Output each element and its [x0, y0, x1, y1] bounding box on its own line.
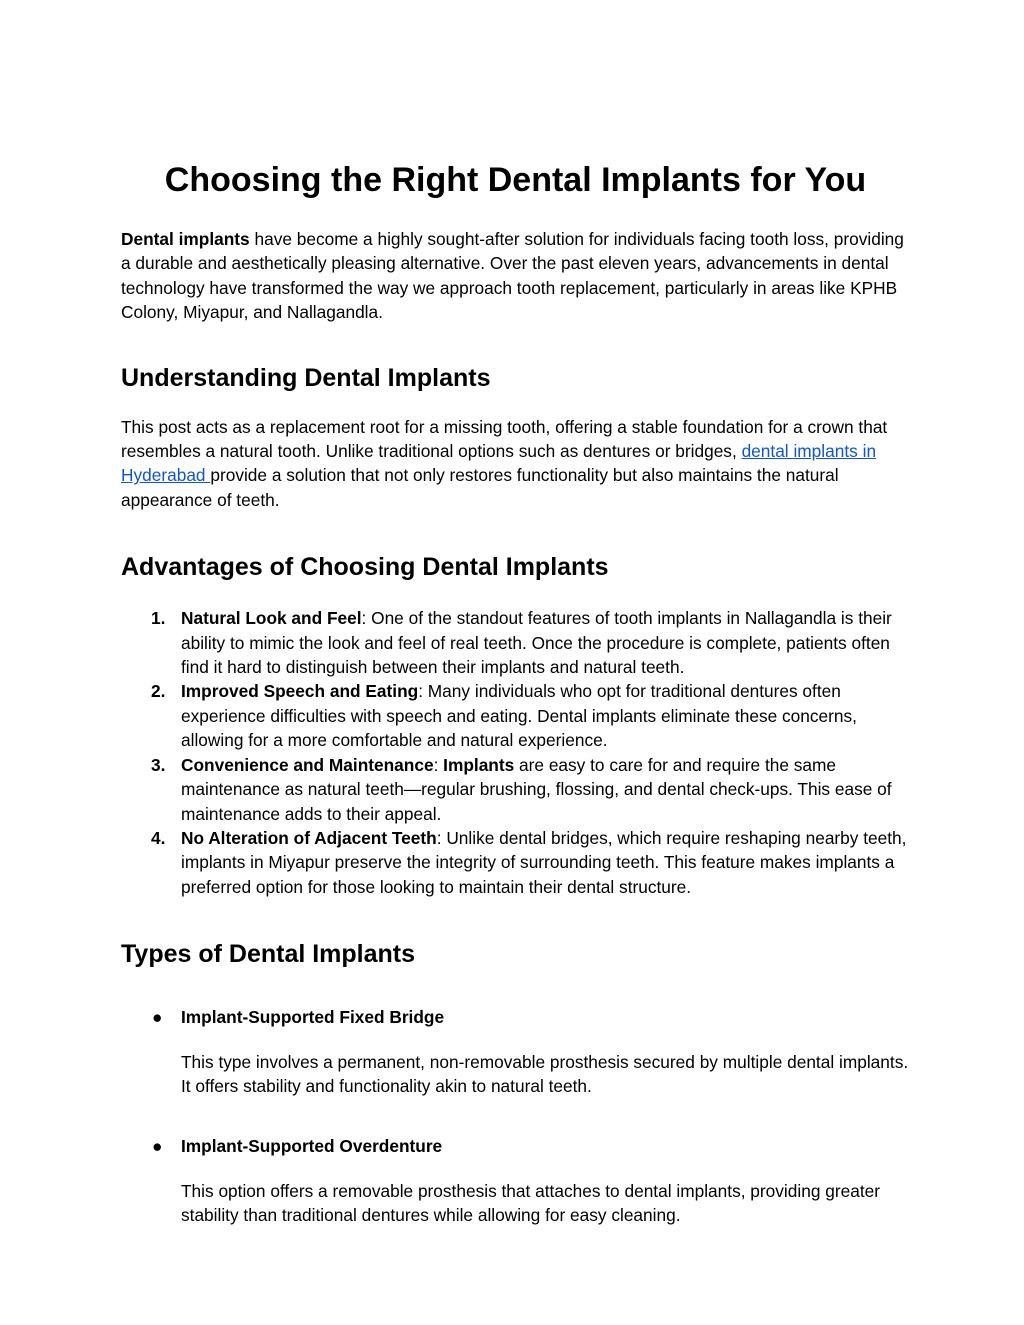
understanding-text-before: This post acts as a replacement root for a missing tooth, offering a stable foundation for a crown that resembles a natural tooth. Unlike traditional options such as dentures or bridges,	[121, 416, 888, 462]
bullet-item-title: Implant-Supported Overdenture	[181, 1136, 443, 1157]
list-item-separator: :	[433, 754, 444, 775]
heading-advantages: Advantages of Choosing Dental Implants	[121, 553, 609, 582]
list-item-number: 2.	[151, 681, 166, 702]
list-item-label: No Alteration of Adjacent Teeth	[181, 827, 437, 848]
bullet-dot-icon: ●	[152, 1007, 163, 1028]
understanding-text-after: provide a solution that not only restores functionality but also maintains the natural appearance of teeth.	[121, 465, 839, 510]
list-item-label: Convenience and Maintenance	[181, 754, 434, 775]
list-item	[121, 753, 912, 826]
intro-paragraph	[121, 227, 912, 325]
bullet-item-title: Implant-Supported Fixed Bridge	[181, 1007, 445, 1028]
list-item-label: Improved Speech and Eating	[181, 681, 419, 702]
bullet-item-description: This option offers a removable prosthesis that attaches to dental implants, providing greater stability than traditional dentures while allowing for easy cleaning.	[181, 1180, 880, 1226]
list-item	[121, 606, 912, 679]
bullet-item-heading	[121, 1134, 912, 1158]
list-item-label-secondary: Implants	[443, 754, 515, 775]
bullet-item-heading	[121, 1005, 912, 1029]
heading-types: Types of Dental Implants	[121, 940, 416, 969]
list-item	[121, 826, 912, 899]
bullet-dot-icon: ●	[152, 1136, 163, 1157]
list-item-number: 4.	[151, 827, 166, 848]
list-item-number: 3.	[151, 754, 166, 775]
intro-bold-term: Dental implants	[121, 229, 250, 249]
list-item-number: 1.	[151, 608, 166, 629]
dental-implants-hyderabad-link[interactable]: dental implants in Hyderabad	[121, 441, 877, 486]
list-item-text: : Many individuals who opt for traditional dentures often experience difficulties with speech and eating. Dental implants eliminate these concerns, allowing for a more comfortable and natural experience.	[181, 681, 857, 751]
list-item	[121, 679, 912, 752]
understanding-paragraph	[121, 415, 912, 513]
page-title: Choosing the Right Dental Implants for You	[164, 161, 867, 199]
bullet-item-description: This type involves a permanent, non-removable prosthesis secured by multiple dental implants. It offers stability and functionality akin to natural teeth.	[181, 1051, 909, 1096]
list-item-text: : One of the standout features of tooth implants in Nallagandla is their ability to mimic the look and feel of real teeth. Once the procedure is complete, patients often find it hard to distinguish between their implants and natural teeth.	[181, 608, 892, 678]
list-item-label: Natural Look and Feel	[181, 608, 362, 629]
list-item-text: are easy to care for and require the same maintenance as natural teeth—regular brushing, flossing, and dental check-ups. This ease of maintenance adds to their appeal.	[181, 754, 892, 824]
advantages-list	[121, 606, 912, 899]
list-item-text: : Unlike dental bridges, which require reshaping nearby teeth, implants in Miyapur preserve the integrity of surrounding teeth. This feature makes implants a preferred option for those looking to maintain their dental structure.	[181, 827, 907, 897]
intro-text: have become a highly sought-after solution for individuals facing tooth loss, providing a durable and aesthetically pleasing alternative. Over the past eleven years, advancements in dental technology have transformed the way we approach tooth replacement, particularly in areas like KPHB Colony, Miyapur, and Nallagandla.	[121, 229, 904, 323]
heading-understanding: Understanding Dental Implants	[121, 363, 491, 392]
